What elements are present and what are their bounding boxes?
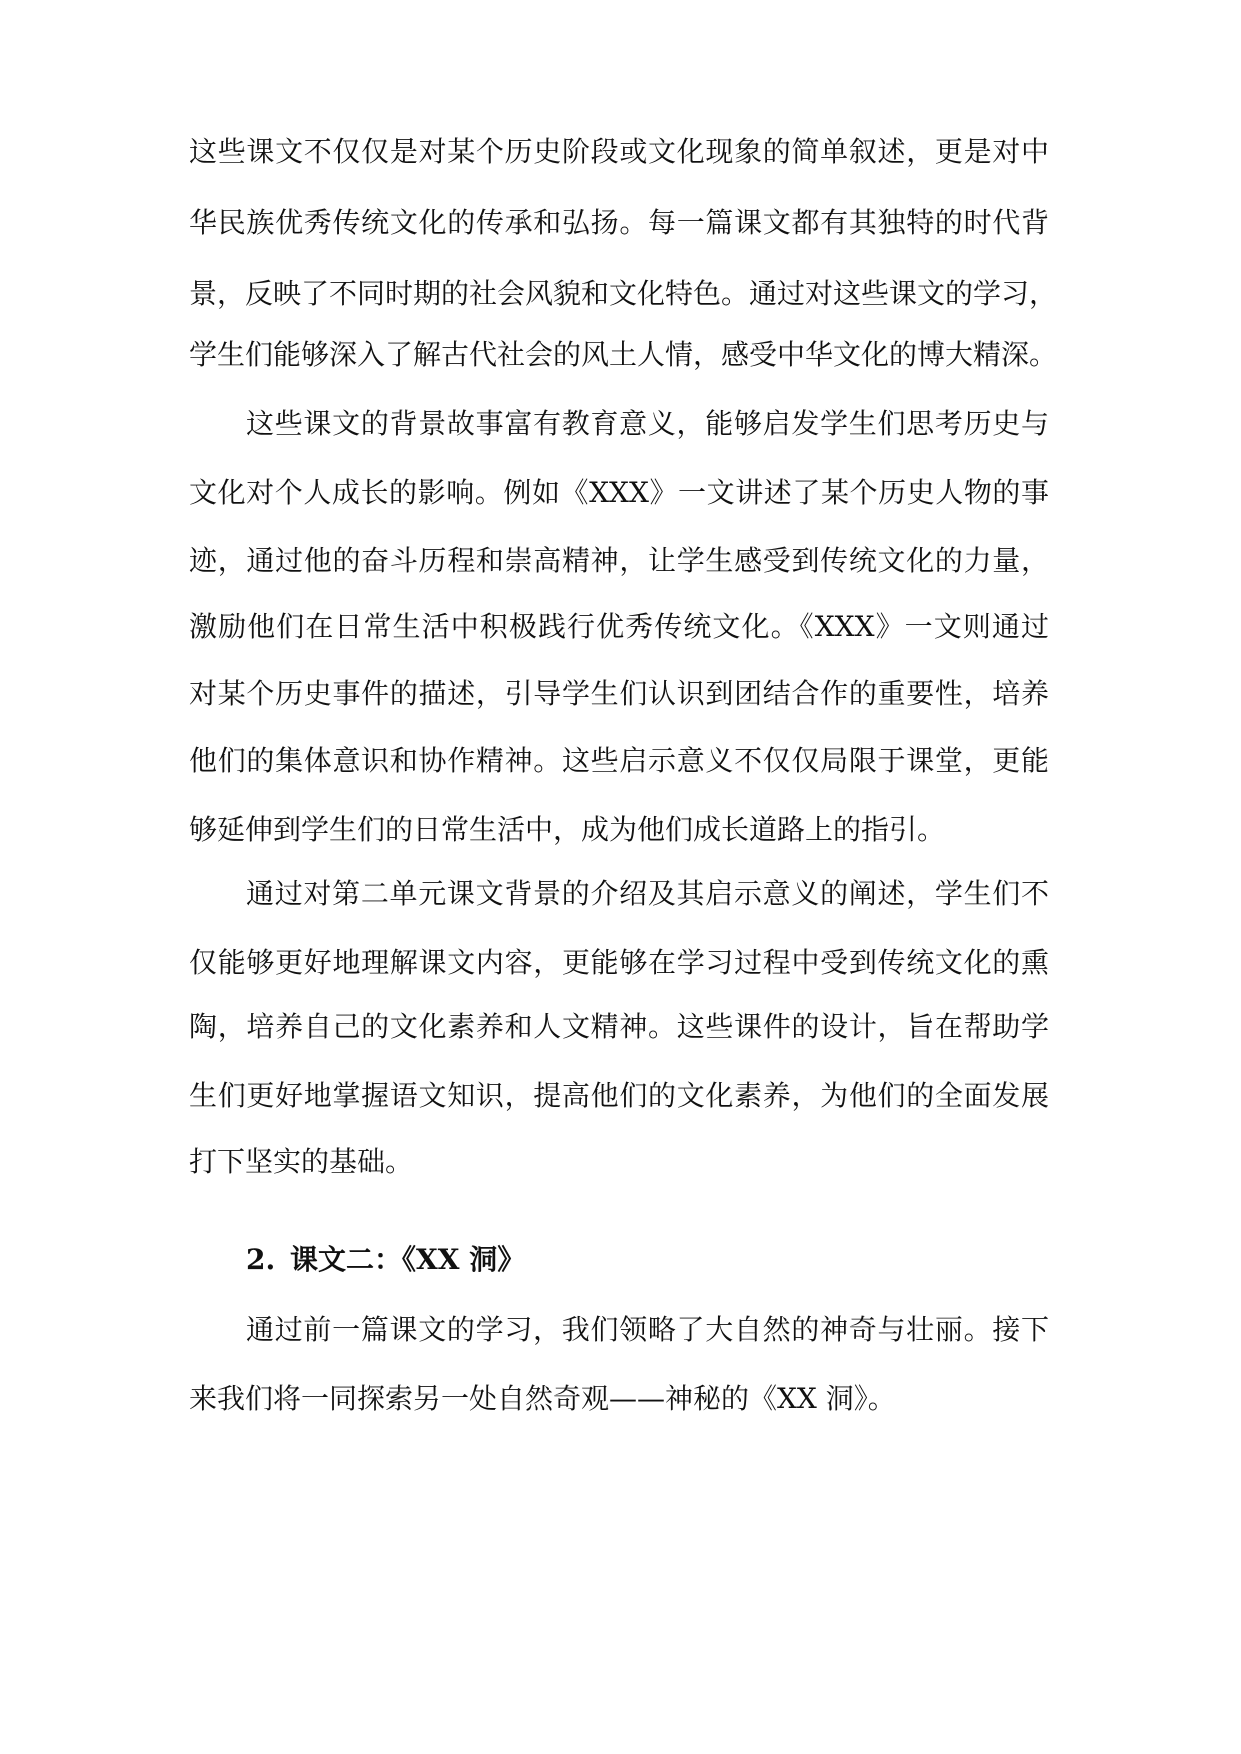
paragraph-line: 通过对第二单元课文背景的介绍及其启示意义的阐述，学生们不 (246, 877, 1049, 910)
paragraph-line: 来我们将一同探索另一处自然奇观——神秘的《XX 洞》。 (189, 1382, 896, 1415)
paragraph-line: 通过前一篇课文的学习，我们领略了大自然的神奇与壮丽。接下 (246, 1313, 1049, 1346)
paragraph-line: 对某个历史事件的描述，引导学生们认识到团结合作的重要性，培养 (189, 677, 1049, 710)
paragraph-line: 陶，培养自己的文化素养和人文精神。这些课件的设计，旨在帮助学 (189, 1010, 1049, 1043)
section-title: 课文二：《XX 洞》 (290, 1243, 526, 1276)
paragraph-line: 打下坚实的基础。 (189, 1145, 414, 1178)
paragraph-line: 迹，通过他的奋斗历程和崇高精神，让学生感受到传统文化的力量， (189, 544, 1049, 577)
paragraph-line: 够延伸到学生们的日常生活中，成为他们成长道路上的指引。 (189, 813, 946, 846)
paragraph-line: 激励他们在日常生活中积极践行优秀传统文化。《XXX》一文则通过 (189, 610, 1049, 643)
paragraph-line: 华民族优秀传统文化的传承和弘扬。每一篇课文都有其独特的时代背 (189, 206, 1049, 239)
paragraph-line: 文化对个人成长的影响。例如《XXX》一文讲述了某个历史人物的事 (189, 476, 1049, 509)
paragraph-line: 他们的集体意识和协作精神。这些启示意义不仅仅局限于课堂，更能 (189, 744, 1049, 777)
paragraph-line: 这些课文的背景故事富有教育意义，能够启发学生们思考历史与 (246, 407, 1049, 440)
paragraph-line: 生们更好地掌握语文知识，提高他们的文化素养，为他们的全面发展 (189, 1079, 1049, 1112)
section-heading (246, 1240, 525, 1280)
section-number: 2. (246, 1243, 276, 1276)
paragraph-line: 这些课文不仅仅是对某个历史阶段或文化现象的简单叙述，更是对中 (189, 135, 1049, 168)
paragraph-line: 仅能够更好地理解课文内容，更能够在学习过程中受到传统文化的熏 (189, 946, 1049, 979)
paragraph-line: 景，反映了不同时期的社会风貌和文化特色。通过对这些课文的学习， (189, 277, 1058, 310)
paragraph-line: 学生们能够深入了解古代社会的风土人情，感受中华文化的博大精深。 (189, 338, 1058, 371)
